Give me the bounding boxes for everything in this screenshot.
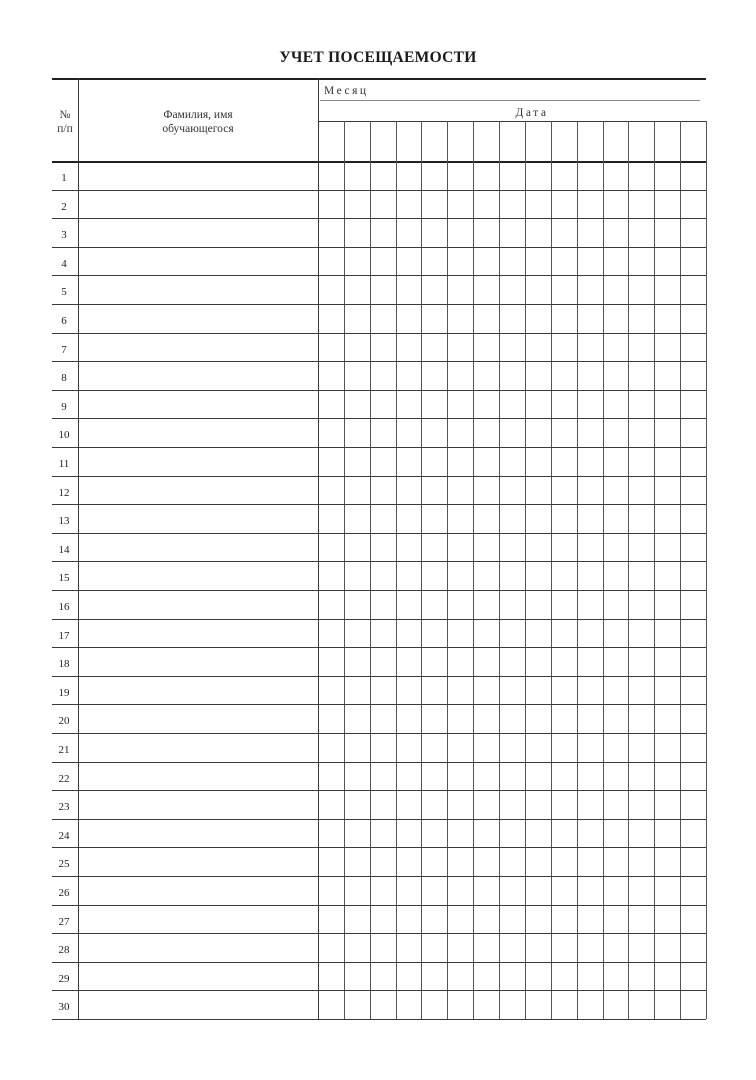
- row-divider: [52, 504, 706, 505]
- row-number: 30: [58, 1001, 70, 1013]
- row-divider: [52, 819, 706, 820]
- row-number: 8: [61, 372, 67, 384]
- row-number: 7: [61, 344, 67, 356]
- date-column-divider: [680, 121, 681, 1019]
- row-number: 18: [58, 658, 70, 670]
- month-label: Месяц: [324, 85, 369, 97]
- row-number: 20: [58, 715, 70, 727]
- table-top-border: [52, 78, 706, 80]
- row-divider: [52, 476, 706, 477]
- row-divider: [52, 590, 706, 591]
- date-line: [318, 121, 706, 122]
- row-number: 2: [61, 201, 67, 213]
- name-header-line1: Фамилия, имя: [163, 109, 233, 121]
- name-header: [78, 108, 318, 136]
- row-divider: [52, 361, 706, 362]
- month-underline: [320, 100, 700, 101]
- row-number: 1: [61, 172, 67, 184]
- date-column-divider: [706, 121, 707, 1019]
- row-divider: [52, 333, 706, 334]
- row-number: 10: [58, 429, 70, 441]
- row-divider: [52, 190, 706, 191]
- row-divider: [52, 790, 706, 791]
- row-number: 17: [58, 630, 70, 642]
- date-column-divider: [370, 121, 371, 1019]
- row-number: 5: [61, 286, 67, 298]
- row-number: 11: [58, 458, 70, 470]
- row-divider: [52, 962, 706, 963]
- page-title: УЧЕТ ПОСЕЩАЕМОСТИ: [279, 49, 477, 66]
- date-column-divider: [525, 121, 526, 1019]
- row-number: 12: [58, 487, 70, 499]
- row-number: 9: [61, 401, 67, 413]
- row-divider: [52, 733, 706, 734]
- row-divider: [52, 275, 706, 276]
- row-number: 23: [58, 801, 70, 813]
- row-number: 22: [58, 773, 70, 785]
- row-divider: [52, 619, 706, 620]
- row-divider: [52, 1019, 706, 1020]
- row-divider: [52, 218, 706, 219]
- row-number: 28: [58, 944, 70, 956]
- row-divider: [52, 247, 706, 248]
- date-column-divider: [628, 121, 629, 1019]
- date-column-divider: [421, 121, 422, 1019]
- row-divider: [52, 390, 706, 391]
- date-column-divider: [603, 121, 604, 1019]
- row-number: 15: [58, 572, 70, 584]
- row-divider: [52, 933, 706, 934]
- row-divider: [52, 418, 706, 419]
- date-column-divider: [499, 121, 500, 1019]
- row-number: 26: [58, 887, 70, 899]
- name-header-line2: обучающегося: [162, 123, 234, 135]
- row-divider: [52, 533, 706, 534]
- row-divider: [52, 847, 706, 848]
- row-divider: [52, 990, 706, 991]
- row-divider: [52, 704, 706, 705]
- row-number: 4: [61, 258, 67, 270]
- row-number: 21: [58, 744, 70, 756]
- row-number: 16: [58, 601, 70, 613]
- row-divider: [52, 876, 706, 877]
- row-number: 19: [58, 687, 70, 699]
- num-header-line1: №: [59, 109, 71, 121]
- row-divider: [52, 762, 706, 763]
- row-divider: [52, 676, 706, 677]
- row-number: 24: [58, 830, 70, 842]
- row-number: 27: [58, 916, 70, 928]
- row-number: 29: [58, 973, 70, 985]
- name-column-divider: [318, 78, 319, 1019]
- date-column-divider: [447, 121, 448, 1019]
- row-number: 25: [58, 858, 70, 870]
- attendance-table: [52, 78, 706, 1019]
- num-header-line2: п/п: [57, 123, 73, 135]
- date-column-divider: [396, 121, 397, 1019]
- date-column-divider: [551, 121, 552, 1019]
- row-divider: [52, 447, 706, 448]
- row-number: 3: [61, 229, 67, 241]
- date-column-divider: [344, 121, 345, 1019]
- row-divider: [52, 561, 706, 562]
- row-divider: [52, 905, 706, 906]
- date-label: Дата: [515, 107, 549, 119]
- row-number: 14: [58, 544, 70, 556]
- num-header: [52, 108, 78, 136]
- row-number: 6: [61, 315, 67, 327]
- date-column-divider: [654, 121, 655, 1019]
- date-column-divider: [473, 121, 474, 1019]
- row-divider: [52, 304, 706, 305]
- header-bottom-border: [52, 161, 706, 163]
- num-column-divider: [78, 78, 79, 1019]
- row-divider: [52, 647, 706, 648]
- date-column-divider: [577, 121, 578, 1019]
- row-number: 13: [58, 515, 70, 527]
